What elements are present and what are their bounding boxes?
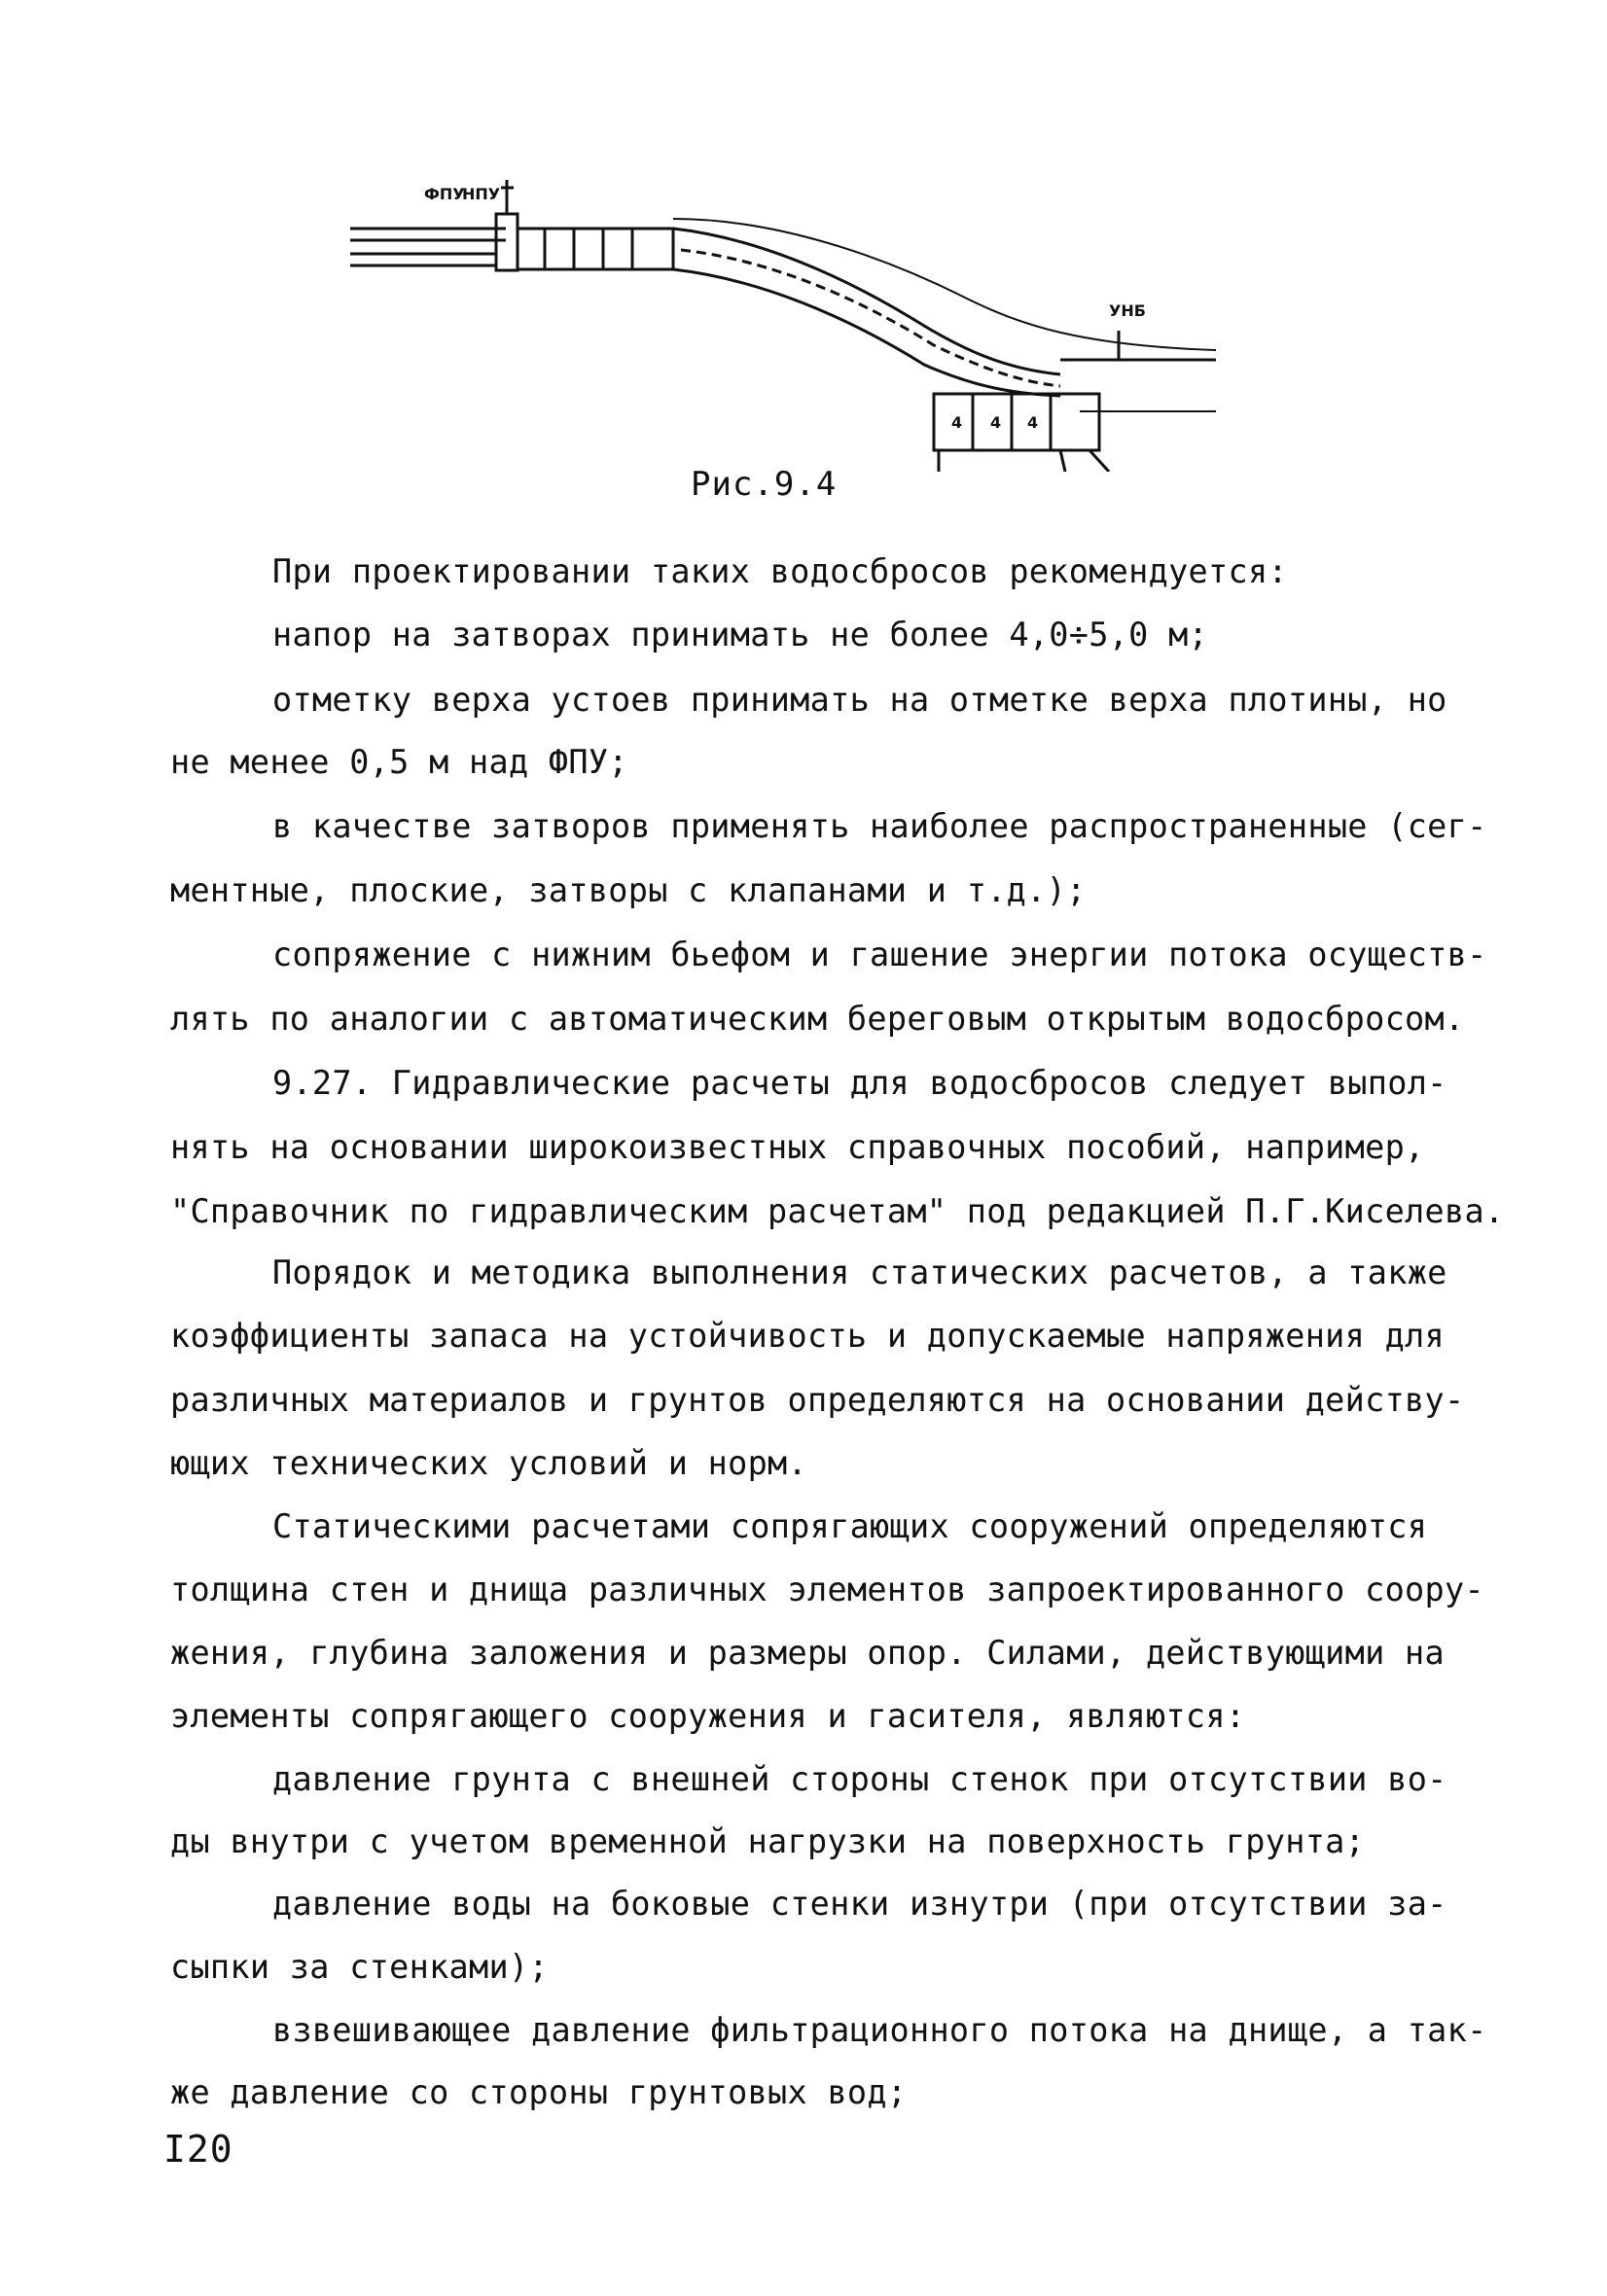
text-line: коэффициенты запаса на устойчивость и допускаемые напряжения для: [170, 1317, 1445, 1355]
text-line: различных материалов и грунтов определяются на основании действу-: [170, 1381, 1465, 1419]
conduit-section: [518, 229, 673, 269]
text-line: лять по аналогии с автоматическим береговым открытым водосбросом.: [170, 1000, 1465, 1038]
figure-caption: Рис.9.4: [691, 465, 838, 504]
text-line: Порядок и методика выполнения статических расчетов, а также: [272, 1254, 1447, 1291]
basin-section-label: 4: [990, 413, 1002, 432]
text-line: При проектировании таких водосбросов рекомендуется:: [272, 552, 1288, 590]
spillway-profile-drawing: [340, 160, 1235, 472]
text-line: элементы сопрягающего сооружения и гасителя, являются:: [170, 1697, 1246, 1735]
text-line: сопряжение с нижним бьефом и гашение энергии потока осуществ-: [272, 936, 1487, 973]
text-line: взвешивающее давление фильтрационного потока на днище, а так-: [272, 2011, 1487, 2049]
label-npu: НПУ: [462, 185, 501, 203]
text-line: "Справочник по гидравлическим расчетам" под редакцией П.Г.Киселева.: [170, 1192, 1505, 1230]
text-line: толщина стен и днища различных элементов запроектированного соору-: [170, 1571, 1484, 1608]
text-line: Статическими расчетами сопрягающих сооружений определяются: [272, 1507, 1428, 1545]
text-line: сыпки за стенками);: [170, 1948, 549, 1986]
text-line: ды внутри с учетом временной нагрузки на поверхность грунта;: [170, 1822, 1366, 1860]
text-line: ющих технических условий и норм.: [170, 1444, 807, 1482]
label-unb: УНБ: [1109, 301, 1146, 320]
basin-section-label: 4: [1027, 413, 1039, 432]
text-line: нять на основании широкоизвестных справочных пособий, например,: [170, 1128, 1425, 1166]
text-line: ментные, плоские, затворы с клапанами и т.д.);: [170, 871, 1087, 909]
spillway-profile-figure: [340, 160, 1235, 472]
page-number: I20: [163, 2128, 233, 2171]
chute-bottom: [673, 269, 1060, 396]
text-line: отметку верха устоев принимать на отметке верха плотины, но: [272, 681, 1447, 719]
text-line: жения, глубина заложения и размеры опор. Силами, действующими на: [170, 1634, 1445, 1672]
text-line: в качестве затворов применять наиболее распространенные (сег-: [272, 807, 1487, 845]
text-line: же давление со стороны грунтовых вод;: [170, 2073, 908, 2111]
text-line: давление грунта с внешней стороны стенок при отсутствии во-: [272, 1760, 1447, 1798]
text-line: напор на затворах принимать не более 4,0÷5,0 м;: [272, 616, 1209, 653]
basin-section-label: 4: [951, 413, 963, 432]
label-fpu: ФПУ: [424, 185, 465, 203]
text-line: 9.27. Гидравлические расчеты для водосбросов следует выпол-: [272, 1064, 1447, 1102]
chute-top: [673, 229, 1060, 374]
text-line: давление воды на боковые стенки изнутри (при отсутствии за-: [272, 1885, 1447, 1923]
text-line: не менее 0,5 м над ФПУ;: [170, 743, 628, 781]
gate-tower: [496, 214, 518, 270]
